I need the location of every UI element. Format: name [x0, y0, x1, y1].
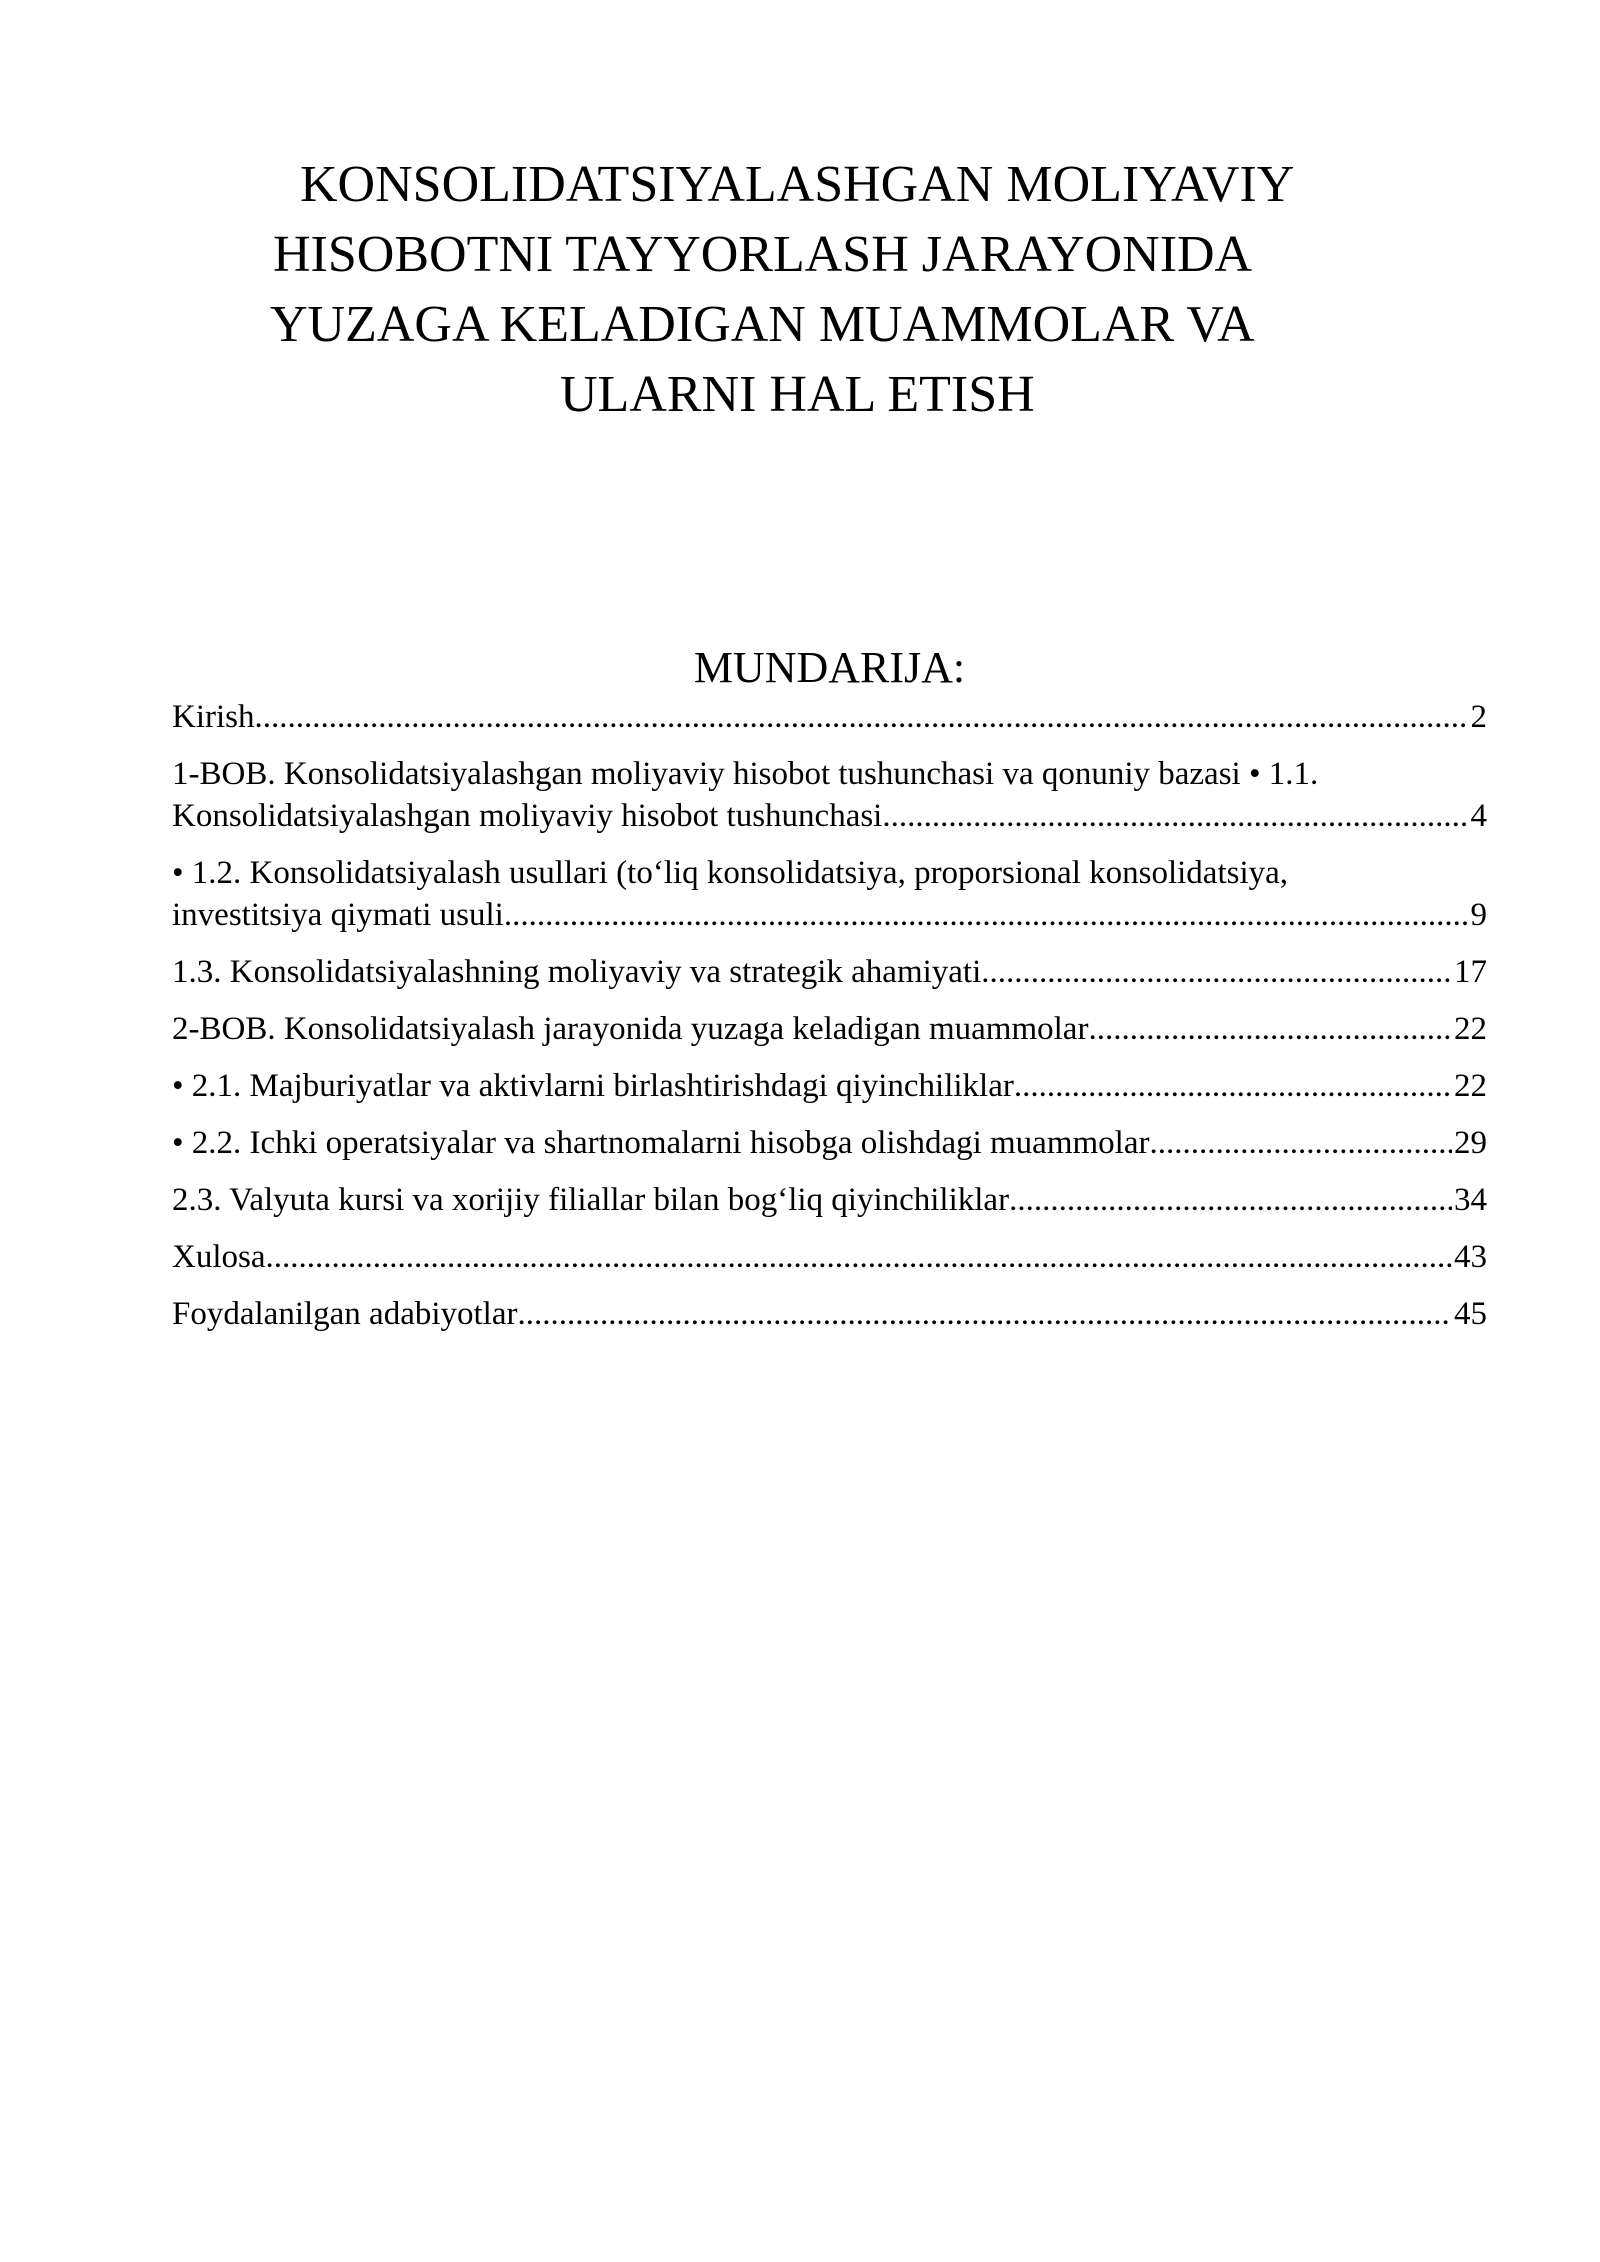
table-of-contents [172, 696, 1487, 1350]
toc-entry-lead-text: 1-BOB. Konsolidatsiyalashgan moliyaviy hisobot tushunchasi va qonuniy bazasi • 1.1. [172, 756, 1319, 792]
toc-line [172, 795, 1487, 837]
toc-lead-line [172, 753, 1487, 795]
toc-line [172, 894, 1487, 936]
toc-page-number: 34 [1454, 1182, 1487, 1218]
title-line: YUZAGA KELADIGAN MUAMMOLAR VA [270, 296, 1255, 353]
toc-lead-line [172, 852, 1487, 894]
toc-entry-2-bob [172, 1008, 1487, 1050]
toc-page-number: 22 [1454, 1011, 1487, 1047]
toc-line [172, 1065, 1487, 1107]
toc-dot-leader [1009, 1179, 1452, 1221]
toc-entry-text: • 2.1. Majburiyatlar va aktivlarni birlashtirishdagi qiyinchiliklar [172, 1068, 1014, 1104]
toc-heading: MUNDARIJA: [693, 643, 966, 692]
toc-dot-leader [1088, 1008, 1452, 1050]
toc-dot-leader [1014, 1065, 1452, 1107]
toc-dot-leader [504, 894, 1469, 936]
toc-entry-text: 1.3. Konsolidatsiyalashning moliyaviy va strategik ahamiyati [172, 954, 982, 990]
toc-entry-kirish [172, 696, 1487, 738]
toc-page-number: 43 [1454, 1239, 1487, 1275]
toc-line [172, 1179, 1487, 1221]
toc-page-number: 22 [1454, 1068, 1487, 1104]
toc-page-number: 9 [1470, 897, 1487, 933]
title-line: KONSOLIDATSIYALASHGAN MOLIYAVIY [300, 156, 1295, 213]
toc-line [172, 1293, 1487, 1335]
toc-page-number: 45 [1454, 1296, 1487, 1332]
toc-dot-leader [266, 1236, 1453, 1278]
toc-entry-2-3 [172, 1179, 1487, 1221]
toc-entry-text: Kirish [172, 699, 255, 735]
toc-page-number: 29 [1454, 1125, 1487, 1161]
toc-dot-leader [1149, 1122, 1452, 1164]
toc-line [172, 696, 1487, 738]
toc-entry-text: investitsiya qiymati usuli [172, 897, 504, 933]
toc-dot-leader [981, 951, 1452, 993]
toc-entry-2-1 [172, 1065, 1487, 1107]
toc-entry-2-2 [172, 1122, 1487, 1164]
toc-line [172, 951, 1487, 993]
toc-entry-1-2 [172, 852, 1487, 936]
toc-entry-xulosa [172, 1236, 1487, 1278]
toc-line [172, 1008, 1487, 1050]
toc-entry-text: 2-BOB. Konsolidatsiyalash jarayonida yuzaga keladigan muammolar [172, 1011, 1089, 1047]
toc-dot-leader [882, 795, 1468, 837]
document-title [240, 150, 1420, 430]
toc-page-number: 4 [1470, 798, 1487, 834]
toc-page-number: 2 [1470, 699, 1487, 735]
toc-entry-1-bob [172, 753, 1487, 837]
toc-page-number: 17 [1454, 954, 1487, 990]
title-line: ULARNI HAL ETISH [560, 366, 1035, 423]
toc-entry-text: • 2.2. Ichki operatsiyalar va shartnomalarni hisobga olishdagi muammolar [172, 1125, 1150, 1161]
toc-entry-text: Foydalanilgan adabiyotlar [172, 1296, 518, 1332]
toc-entry-lead-text: • 1.2. Konsolidatsiyalash usullari (to‘liq konsolidatsiya, proporsional konsolidatsiya, [172, 855, 1289, 891]
toc-dot-leader [255, 696, 1469, 738]
toc-entry-adabiyotlar [172, 1293, 1487, 1335]
title-line: HISOBOTNI TAYYORLASH JARAYONIDA [273, 226, 1253, 283]
toc-line [172, 1122, 1487, 1164]
toc-line [172, 1236, 1487, 1278]
toc-dot-leader [518, 1293, 1453, 1335]
toc-entry-text: Xulosa [172, 1239, 266, 1275]
toc-entry-1-3 [172, 951, 1487, 993]
toc-entry-text: 2.3. Valyuta kursi va xorijiy filiallar bilan bog‘liq qiyinchiliklar [172, 1182, 1010, 1218]
toc-entry-text: Konsolidatsiyalashgan moliyaviy hisobot tushunchasi [172, 798, 883, 834]
